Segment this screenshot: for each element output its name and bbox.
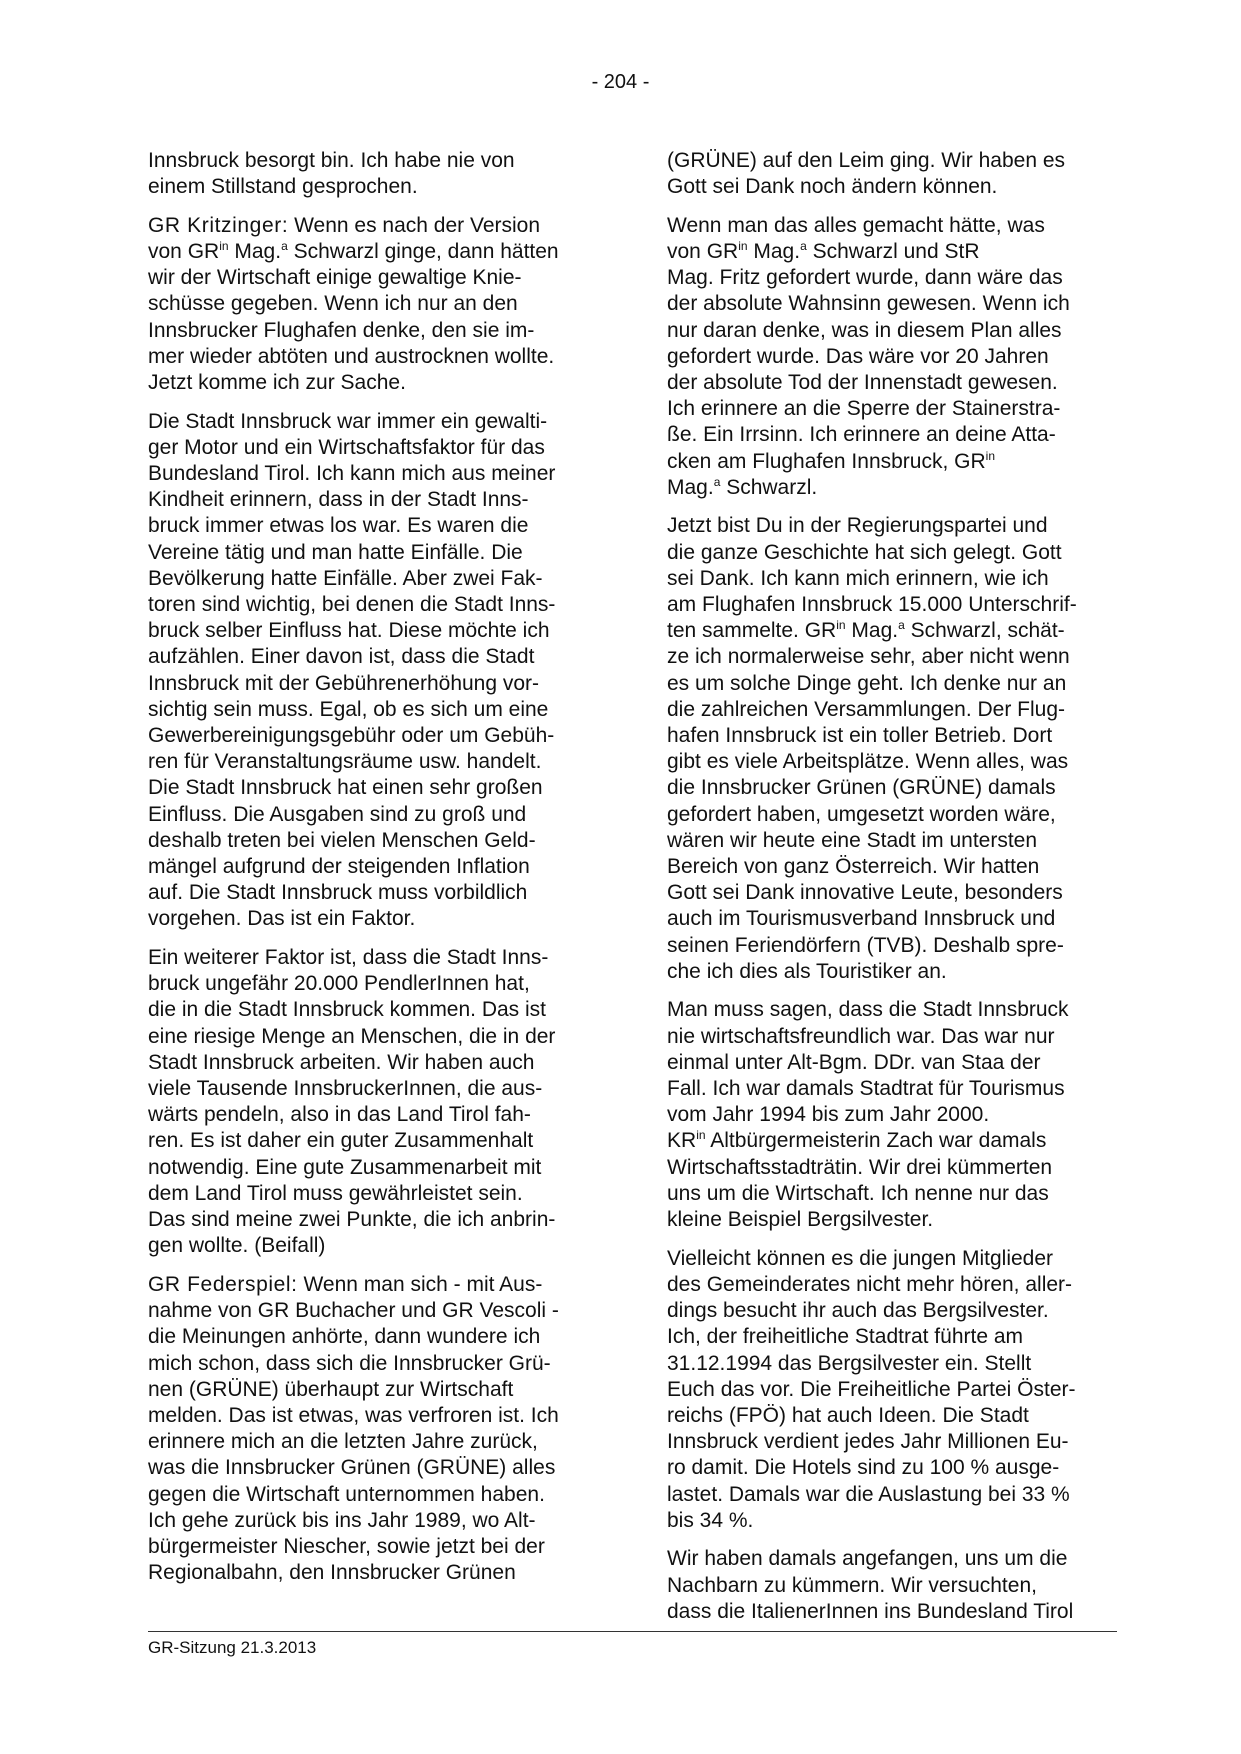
text-line: ren. Es ist daher ein guter Zusammenhalt [148, 1129, 534, 1153]
superscript: a [713, 474, 721, 489]
text-line: Das sind meine zwei Punkte, die ich anbrin- [148, 1208, 556, 1232]
text-line: nur daran denke, was in diesem Plan alles [667, 318, 1062, 342]
superscript: in [836, 618, 846, 633]
text-line: Mag. [667, 475, 714, 499]
text-line: von GR [148, 240, 220, 263]
text-line: nen (GRÜNE) überhaupt zur Wirtschaft [148, 1377, 514, 1401]
text-line: Regionalbahn, den Innsbrucker Grünen [148, 1561, 516, 1585]
text-line: Schwarzl. [720, 475, 818, 499]
text-line: dass die ItalienerInnen ins Bundesland Tirol [667, 1599, 1074, 1623]
text-line: des Gemeinderates nicht mehr hören, aller- [667, 1272, 1073, 1296]
text-line: Wir haben damals angefangen, uns um die [667, 1547, 1068, 1571]
paragraph [667, 213, 1117, 501]
text-line: einem Stillstand gesprochen. [148, 175, 418, 199]
text-line: schüsse gegeben. Wenn ich nur an den [148, 292, 518, 316]
paragraph [667, 997, 1117, 1233]
text-line: cken am Flughafen Innsbruck, GR [667, 449, 986, 473]
text-line: wären wir heute eine Stadt im untersten [667, 828, 1038, 852]
text-line: sichtig sein muss. Egal, ob es sich um eine [148, 697, 549, 721]
paragraph [148, 148, 598, 200]
text-line: die Meinungen anhörte, dann wundere ich [148, 1325, 541, 1349]
text-line: auf. Die Stadt Innsbruck muss vorbildlich [148, 881, 528, 905]
paragraph [148, 409, 598, 933]
text-line: Gewerbereinigungsgebühr oder um Gebüh- [148, 724, 555, 748]
text-line: Wenn man sich - mit Aus- [297, 1272, 543, 1296]
text-line: Ich erinnere an die Sperre der Stainerstra- [667, 397, 1061, 421]
text-line: melden. Das ist etwas, was verfroren ist. Ich [148, 1403, 559, 1427]
superscript: a [281, 239, 288, 253]
text-line: sei Dank. Ich kann mich erinnern, wie ich [667, 566, 1049, 590]
text-line: reichs (FPÖ) hat auch Ideen. Die Stadt [667, 1403, 1029, 1427]
text-line: bruck ungefähr 20.000 PendlerInnen hat, [148, 972, 530, 996]
text-line: nie wirtschaftsfreundlich war. Das war nur [667, 1024, 1055, 1048]
text-line: gen wollte. (Beifall) [148, 1234, 326, 1258]
text-line: dings besucht ihr auch das Bergsilvester. [667, 1299, 1049, 1323]
superscript: in [696, 1128, 706, 1143]
text-line: die Innsbrucker Grünen (GRÜNE) damals [667, 776, 1056, 800]
text-line: vorgehen. Das ist ein Faktor. [148, 907, 416, 931]
text-line: am Flughafen Innsbruck 15.000 Unterschrif- [667, 593, 1077, 617]
text-line: Altbürgermeisterin Zach war damals [705, 1129, 1047, 1153]
text-line: Bereich von ganz Österreich. Wir hatten [667, 855, 1040, 879]
text-line: deshalb treten bei vielen Menschen Geld- [148, 828, 536, 852]
text-line: ren für Veranstaltungsräume usw. handelt. [148, 750, 542, 774]
right-column [667, 148, 1117, 1637]
text-line: che ich dies als Touristiker an. [667, 959, 947, 983]
text-line: Gott sei Dank noch ändern können. [667, 175, 998, 199]
text-line: Jetzt komme ich zur Sache. [148, 371, 406, 395]
text-line: (GRÜNE) auf den Leim ging. Wir haben es [667, 149, 1066, 172]
text-line: Mag. Fritz gefordert wurde, dann wäre das [667, 266, 1063, 290]
text-line: Wenn man das alles gemacht hätte, was [667, 213, 1045, 237]
superscript: in [738, 239, 748, 253]
text-line: dem Land Tirol muss gewährleistet sein. [148, 1181, 523, 1205]
paragraph [667, 1546, 1117, 1625]
text-line: Mag. [845, 619, 899, 643]
text-line: wärts pendeln, also in das Land Tirol fah- [148, 1103, 531, 1127]
text-line: Wenn es nach der Version [288, 213, 541, 237]
text-line: erinnere mich an die letzten Jahre zurück, [148, 1430, 538, 1454]
text-line: Mag. [747, 240, 801, 263]
text-line: 31.12.1994 das Bergsilvester ein. Stellt [667, 1351, 1032, 1375]
text-line: Ich, der freiheitliche Stadtrat führte am [667, 1325, 1024, 1349]
speaker-name: GR Federspiel: [148, 1272, 298, 1296]
text-line: Innsbruck besorgt bin. Ich habe nie von [148, 149, 515, 172]
text-line: Jetzt bist Du in der Regierungspartei und [667, 514, 1048, 538]
text-line: mich schon, dass sich die Innsbrucker Grü- [148, 1351, 551, 1375]
text-line: Innsbruck verdient jedes Jahr Millionen Eu- [667, 1430, 1069, 1454]
text-line: Fall. Ich war damals Stadtrat für Tourismus [667, 1077, 1065, 1101]
text-line: seinen Feriendörfern (TVB). Deshalb spre- [667, 933, 1064, 957]
page-number: - 204 - [591, 71, 650, 93]
text-line: Die Stadt Innsbruck war immer ein gewalti- [148, 409, 548, 433]
text-line: Euch das vor. Die Freiheitliche Partei Öster- [667, 1377, 1076, 1401]
paragraph [148, 945, 598, 1259]
text-line: es um solche Dinge geht. Ich denke nur an [667, 671, 1067, 695]
text-line: Wirtschaftsstadträtin. Wir drei kümmerten [667, 1155, 1053, 1179]
text-line: Bevölkerung hatte Einfälle. Aber zwei Fak- [148, 566, 543, 590]
text-line: viele Tausende InnsbruckerInnen, die aus- [148, 1077, 543, 1101]
text-line: Innsbrucker Flughafen denke, den sie im- [148, 318, 535, 342]
text-line: Ich gehe zurück bis ins Jahr 1989, wo Alt- [148, 1508, 536, 1532]
text-line: Gott sei Dank innovative Leute, besonders [667, 881, 1063, 905]
text-line: Die Stadt Innsbruck hat einen sehr großen [148, 776, 543, 800]
text-line: Vielleicht können es die jungen Mitglieder [667, 1246, 1054, 1270]
text-line: die in die Stadt Innsbruck kommen. Das ist [148, 998, 547, 1022]
text-line: gefordert haben, umgesetzt worden wäre, [667, 802, 1056, 826]
text-line: Schwarzl und StR [806, 240, 980, 263]
text-line: Stadt Innsbruck arbeiten. Wir haben auch [148, 1050, 535, 1074]
text-line: vom Jahr 1994 bis zum Jahr 2000. [667, 1103, 990, 1127]
text-line: die zahlreichen Versammlungen. Der Flug- [667, 697, 1066, 721]
text-line: bürgermeister Niescher, sowie jetzt bei der [148, 1534, 545, 1558]
paragraph [148, 1272, 598, 1586]
text-line: der absolute Tod der Innenstadt gewesen. [667, 371, 1058, 395]
text-line: Kindheit erinnern, dass in der Stadt Inns- [148, 488, 529, 512]
footer-divider [148, 1631, 1117, 1632]
text-line: mängel aufgrund der steigenden Inflation [148, 855, 530, 879]
paragraph [667, 513, 1117, 985]
text-line: bruck immer etwas los war. Es waren die [148, 514, 529, 538]
text-line: Einfluss. Die Ausgaben sind zu groß und [148, 802, 527, 826]
text-line: ger Motor und ein Wirtschaftsfaktor für das [148, 435, 545, 459]
text-line: Man muss sagen, dass die Stadt Innsbruck [667, 998, 1069, 1022]
text-line: bruck selber Einfluss hat. Diese möchte ich [148, 619, 550, 643]
text-line: Vereine tätig und man hatte Einfälle. Die [148, 540, 523, 564]
text-line: Mag. [228, 240, 282, 263]
text-line: gegen die Wirtschaft unternommen haben. [148, 1482, 545, 1506]
text-line: uns um die Wirtschaft. Ich nenne nur das [667, 1181, 1049, 1205]
text-line: mer wieder abtöten und austrocknen wollte. [148, 344, 555, 368]
text-line: was die Innsbrucker Grünen (GRÜNE) alles [148, 1456, 556, 1480]
text-line: KR [667, 1129, 697, 1153]
superscript: a [800, 239, 807, 253]
text-line: bis 34 %. [667, 1508, 754, 1532]
paragraph [148, 213, 598, 396]
text-line: der absolute Wahnsinn gewesen. Wenn ich [667, 292, 1070, 316]
text-line: gefordert wurde. Das wäre vor 20 Jahren [667, 344, 1049, 368]
text-line: Schwarzl, schät- [904, 619, 1065, 643]
text-line: ze ich normalerweise sehr, aber nicht wenn [667, 645, 1070, 669]
footer-session-date: GR-Sitzung 21.3.2013 [148, 1638, 317, 1657]
text-line: ße. Ein Irrsinn. Ich erinnere an deine Atta- [667, 423, 1056, 447]
text-line: kleine Beispiel Bergsilvester. [667, 1208, 934, 1232]
text-line: toren sind wichtig, bei denen die Stadt Inns- [148, 593, 556, 617]
text-line: von GR [667, 240, 739, 263]
text-line: wir der Wirtschaft einige gewaltige Knie- [148, 266, 522, 290]
text-line: hafen Innsbruck ist ein toller Betrieb. Dort [667, 724, 1053, 748]
text-line: auch im Tourismusverband Innsbruck und [667, 907, 1056, 931]
superscript: a [898, 618, 905, 633]
text-line: ten sammelte. GR [667, 619, 837, 643]
text-line: eine riesige Menge an Menschen, die in der [148, 1024, 556, 1048]
text-line: Innsbruck mit der Gebührenerhöhung vor- [148, 671, 540, 695]
speaker-name: GR Kritzinger: [148, 213, 289, 237]
text-line: nahme von GR Buchacher und GR Vescoli - [148, 1299, 559, 1323]
paragraph [667, 148, 1117, 200]
text-line: Bundesland Tirol. Ich kann mich aus meiner [148, 462, 556, 486]
text-line: notwendig. Eine gute Zusammenarbeit mit [148, 1155, 542, 1179]
superscript: in [219, 239, 229, 253]
left-column [148, 148, 598, 1599]
paragraph [667, 1246, 1117, 1534]
text-line: die ganze Geschichte hat sich gelegt. Gott [667, 540, 1062, 564]
text-line: aufzählen. Einer davon ist, dass die Stadt [148, 645, 535, 669]
text-line: einmal unter Alt-Bgm. DDr. van Staa der [667, 1050, 1041, 1074]
text-line: gibt es viele Arbeitsplätze. Wenn alles, was [667, 750, 1069, 774]
text-line: Nachbarn zu kümmern. Wir versuchten, [667, 1573, 1037, 1597]
text-line: lastet. Damals war die Auslastung bei 33 % [667, 1482, 1070, 1506]
text-line: Ein weiterer Faktor ist, dass die Stadt Inns- [148, 946, 549, 970]
superscript: in [985, 448, 995, 463]
text-line: Schwarzl ginge, dann hätten [287, 240, 559, 263]
text-line: ro damit. Die Hotels sind zu 100 % ausge- [667, 1456, 1060, 1480]
